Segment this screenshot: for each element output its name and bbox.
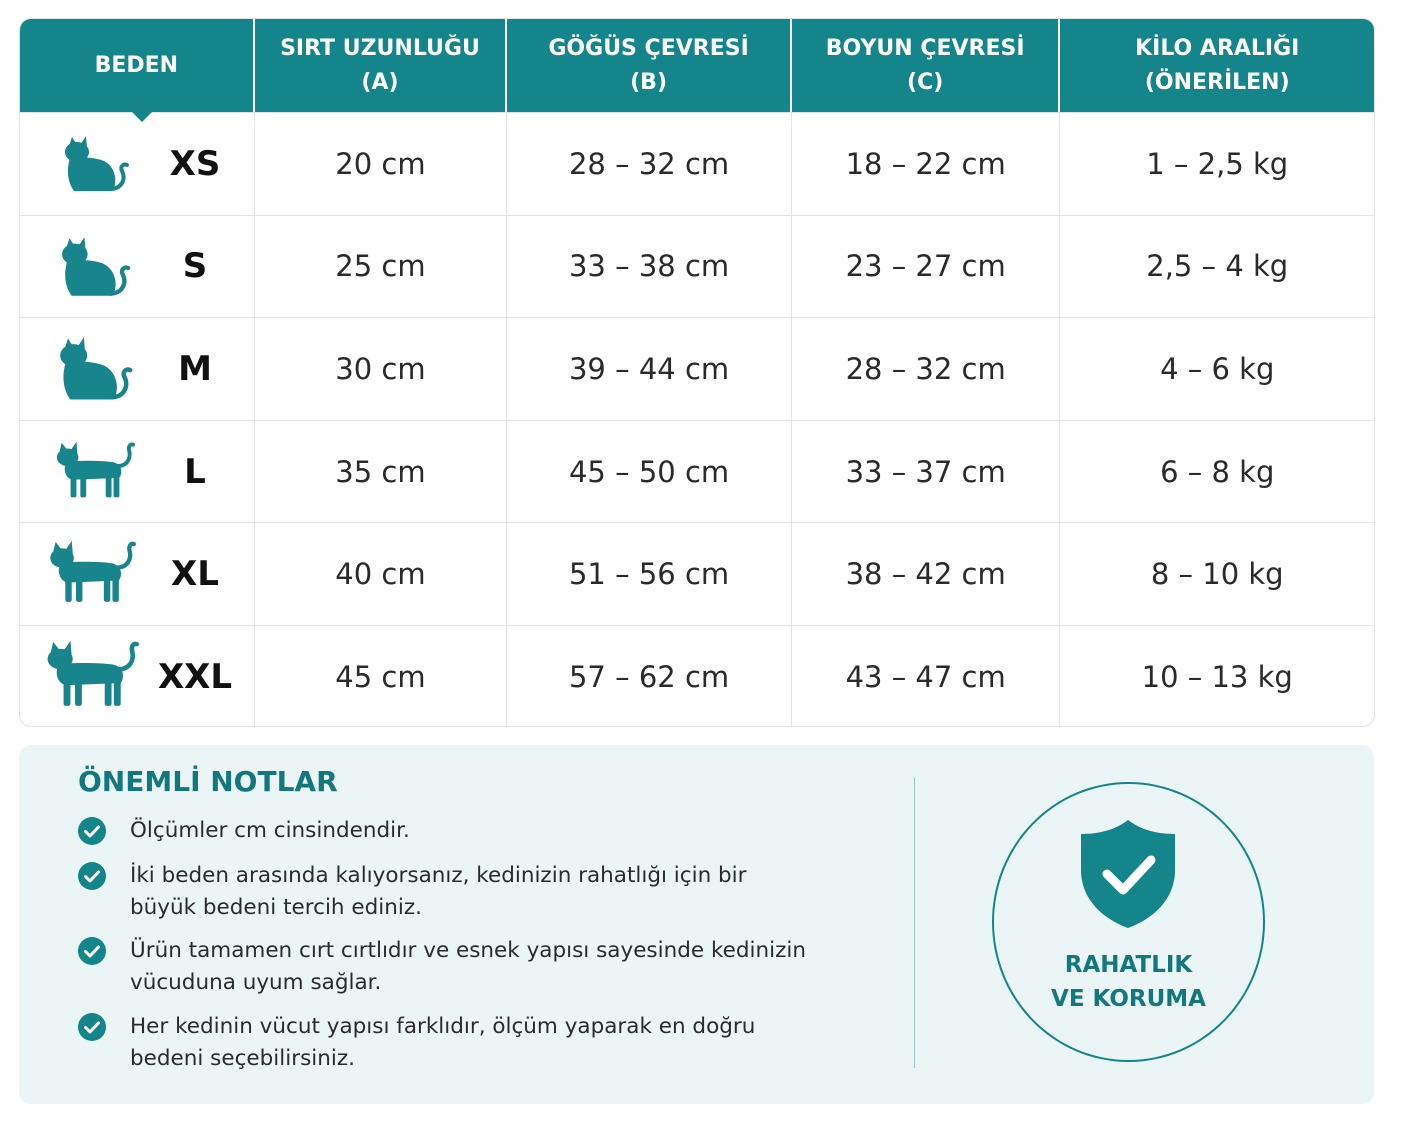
weight-value: 1 – 2,5 kg <box>1146 146 1289 181</box>
note-text-line: büyük bedeni tercih ediniz. <box>130 895 422 920</box>
header-weight-label: KİLO ARALIĞI <box>1135 35 1300 61</box>
important-notes-panel <box>19 745 1374 1104</box>
table-row <box>20 317 1374 420</box>
neck-value: 33 – 37 cm <box>792 421 1061 523</box>
size-cell <box>20 523 255 625</box>
header-chest <box>507 19 792 112</box>
size-chart-table <box>19 18 1375 727</box>
neck-value: 38 – 42 cm <box>792 523 1061 625</box>
neck-value: 43 – 47 cm <box>792 626 1061 727</box>
header-back-length <box>255 19 508 112</box>
back-length-value: 45 cm <box>255 626 508 727</box>
size-label: XS <box>169 143 221 184</box>
header-weight <box>1060 19 1374 112</box>
size-cell <box>20 113 255 215</box>
header-size-label: BEDEN <box>94 52 179 78</box>
header-chest-code: (B) <box>630 69 668 95</box>
size-label: L <box>184 451 206 492</box>
size-label: XL <box>171 554 219 595</box>
size-cell <box>20 421 255 523</box>
table-row <box>20 215 1374 318</box>
table-header-row <box>20 19 1374 112</box>
note-text-line: Ölçümler cm cinsindendir. <box>130 818 410 843</box>
weight-value: 6 – 8 kg <box>1160 454 1275 489</box>
header-size <box>20 19 255 112</box>
weight-value: 4 – 6 kg <box>1160 351 1275 386</box>
sitting-cat-icon <box>55 234 133 300</box>
header-back-length-code: (A) <box>361 69 399 95</box>
chest-value: 57 – 62 cm <box>507 626 792 727</box>
check-circle-icon <box>78 862 106 890</box>
chest-value: 45 – 50 cm <box>507 421 792 523</box>
badge-text-line1: RAHATLIK <box>1064 952 1193 978</box>
table-row <box>20 522 1374 625</box>
badge-text-line2: VE KORUMA <box>1051 986 1206 1012</box>
notes-title: ÖNEMLİ NOTLAR <box>78 765 338 798</box>
chest-value: 39 – 44 cm <box>507 318 792 420</box>
standing-cat-icon <box>46 538 136 608</box>
back-length-value: 40 cm <box>255 523 508 625</box>
note-text-line: vücuduna uyum sağlar. <box>130 970 382 995</box>
header-neck-label: BOYUN ÇEVRESİ <box>825 35 1025 61</box>
table-row <box>20 625 1374 727</box>
sitting-cat-icon <box>60 133 130 195</box>
chest-value: 28 – 32 cm <box>507 113 792 215</box>
weight-value: 10 – 13 kg <box>1141 659 1293 694</box>
neck-value: 18 – 22 cm <box>792 113 1061 215</box>
chest-value: 51 – 56 cm <box>507 523 792 625</box>
chest-value: 33 – 38 cm <box>507 216 792 318</box>
back-length-value: 25 cm <box>255 216 508 318</box>
vertical-divider <box>914 778 915 1068</box>
check-circle-icon <box>78 937 106 965</box>
sitting-cat-icon <box>53 334 135 404</box>
header-neck-code: (C) <box>907 69 944 95</box>
size-cell <box>20 216 255 318</box>
standing-cat-icon <box>43 638 139 712</box>
table-row <box>20 112 1374 215</box>
header-neck <box>792 19 1061 112</box>
header-back-length-label: SIRT UZUNLUĞU <box>280 35 480 61</box>
check-circle-icon <box>78 817 106 845</box>
note-text-line: Her kedinin vücut yapısı farklıdır, ölçüm yaparak en doğru <box>130 1014 756 1039</box>
back-length-value: 20 cm <box>255 113 508 215</box>
note-text-line: bedeni seçebilirsiniz. <box>130 1046 355 1071</box>
back-length-value: 30 cm <box>255 318 508 420</box>
weight-value: 8 – 10 kg <box>1150 557 1284 592</box>
size-label: M <box>178 348 212 389</box>
shield-check-icon <box>1079 818 1177 930</box>
size-cell <box>20 626 255 727</box>
size-label: XXL <box>157 656 233 697</box>
neck-value: 23 – 27 cm <box>792 216 1061 318</box>
header-chest-label: GÖĞÜS ÇEVRESİ <box>548 35 749 61</box>
neck-value: 28 – 32 cm <box>792 318 1061 420</box>
size-label: S <box>182 246 208 287</box>
badge-text <box>992 948 1265 1016</box>
weight-value: 2,5 – 4 kg <box>1146 249 1289 284</box>
header-weight-note: (ÖNERİLEN) <box>1144 69 1290 95</box>
note-text-line: İki beden arasında kalıyorsanız, kedinizin rahatlığı için bir <box>130 863 747 888</box>
standing-cat-icon <box>53 439 135 503</box>
size-cell <box>20 318 255 420</box>
table-row <box>20 420 1374 523</box>
note-text-line: Ürün tamamen cırt cırtlıdır ve esnek yapısı sayesinde kedinizin <box>130 938 806 963</box>
check-circle-icon <box>78 1013 106 1041</box>
back-length-value: 35 cm <box>255 421 508 523</box>
